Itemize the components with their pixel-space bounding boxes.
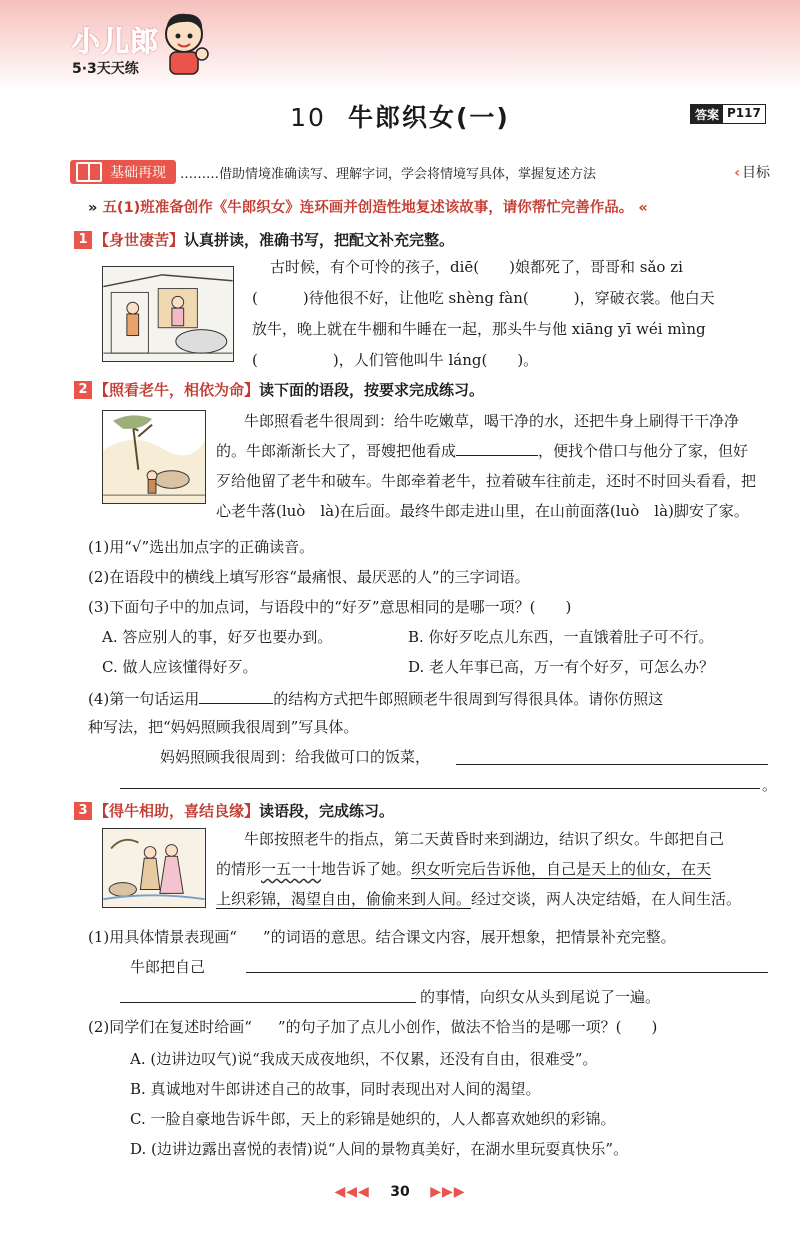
question-number: 1 bbox=[74, 231, 92, 249]
intro-right-mark: « bbox=[638, 200, 648, 216]
logo-title: 小儿郎 bbox=[72, 25, 160, 58]
structure-blank[interactable] bbox=[199, 688, 273, 704]
page-number: 30 bbox=[390, 1184, 410, 1200]
q2-sub-1: (1)用“√”选出加点字的正确读音。 bbox=[88, 538, 315, 556]
q3-sub-2a: (2)同学们在复述时给画“ bbox=[88, 1018, 252, 1036]
q1-line-4: ( )，人们管他叫牛 láng( )。 bbox=[252, 351, 539, 369]
wavy-sample bbox=[237, 928, 263, 946]
q2-sub-4a: (4)第一句话运用 bbox=[88, 690, 200, 708]
section-header bbox=[70, 160, 770, 184]
q3-para-line-2 bbox=[216, 854, 711, 884]
wavy-word: 一五一十 bbox=[261, 860, 322, 878]
q3-option-b[interactable]: B. 真诚地对牛郎讲述自己的故事，同时表现出对人间的渴望。 bbox=[130, 1080, 541, 1098]
target-arrow-icon: ‹ bbox=[734, 165, 740, 181]
q2-option-d[interactable]: D. 老人年事已高，万一有个好歹，可怎么办？ bbox=[408, 658, 715, 676]
q2-sub-3: (3)下面句子中的加点词，与语段中的“好歹”意思相同的是哪一项？( ) bbox=[88, 598, 572, 616]
answer-page: P117 bbox=[727, 106, 761, 120]
q3-option-c[interactable]: C. 一脸自豪地告诉牛郎，天上的彩锦是她织的，人人都喜欢她织的彩锦。 bbox=[130, 1110, 616, 1128]
sentence-period: 。 bbox=[762, 776, 778, 794]
intro-left-mark: » bbox=[88, 200, 98, 216]
answer-label: 答案 bbox=[691, 105, 723, 123]
question-1-header bbox=[74, 229, 454, 250]
underlined-sentence-part-1: 织女听完后告诉他，自己是天上的仙女，在天 bbox=[411, 860, 712, 878]
q2-sub-4d: 妈妈照顾我很周到：给我做可口的饭菜， bbox=[160, 748, 431, 766]
question-prompt: 读下面的语段，按要求完成练习。 bbox=[259, 381, 485, 399]
section-badge-label: 基础再现 bbox=[110, 165, 166, 181]
intro-line bbox=[88, 196, 648, 217]
writing-line-2[interactable] bbox=[120, 788, 760, 789]
writing-line-4[interactable] bbox=[120, 1002, 416, 1003]
question-number: 3 bbox=[74, 802, 92, 820]
q3-sub-2b: ”的句子加了点儿小创作，做法不恰当的是哪一项？( ) bbox=[277, 1018, 658, 1036]
question-2-header bbox=[74, 379, 484, 400]
q2-para-line-1: 牛郎照看老牛很周到：给牛吃嫩草，喝干净的水，还把牛身上刷得干干净净 bbox=[244, 412, 740, 430]
q3-sub-1c: 牛郎把自己 bbox=[130, 958, 206, 976]
question-number: 2 bbox=[74, 381, 92, 399]
q3-para-2c: 地告诉了她。 bbox=[321, 860, 412, 878]
q1-line-2: ( )待他很不好，让他吃 shèng fàn( )，穿破衣裳。他白天 bbox=[252, 289, 715, 307]
q3-sub-2 bbox=[88, 1016, 657, 1037]
intro-text: 五(1)班准备创作《牛郎织女》连环画并创造性地复述该故事，请你帮忙完善作品。 bbox=[102, 200, 634, 216]
illustration-ox-and-cart bbox=[102, 410, 206, 504]
q2-option-c[interactable]: C. 做人应该懂得好歹。 bbox=[102, 658, 258, 676]
q2-para-line-3: 歹给他留了老牛和破车。牛郎牵着老牛，拉着破车往前走，还时不时回头看看，把 bbox=[216, 472, 757, 490]
q2-sub-4 bbox=[88, 688, 663, 709]
q2-para-line-4: 心老牛落(luò là)在后面。最终牛郎走进山里，在山前面落(luò là)脚安了家。 bbox=[216, 502, 749, 520]
q2-para-line-2a: 的。牛郎渐渐长大了，哥嫂把他看成 bbox=[216, 442, 457, 460]
writing-line-1[interactable] bbox=[456, 764, 768, 765]
question-3-header bbox=[74, 800, 394, 821]
next-arrows-icon: ▶▶▶ bbox=[430, 1184, 466, 1200]
target-tag bbox=[734, 162, 770, 182]
q3-option-d[interactable]: D. (边讲边露出喜悦的表情)说“人间的景物真美好，在湖水里玩耍真快乐”。 bbox=[130, 1140, 629, 1158]
illustration-weaver-and-cowherd bbox=[102, 828, 206, 908]
underlined-sentence-part-2: 上织彩锦，渴望自由，偷偷来到人间。 bbox=[216, 890, 472, 908]
q3-sub-1 bbox=[88, 926, 676, 947]
q3-para-line-3 bbox=[216, 884, 741, 914]
q3-para-3b: 经过交谈，两人决定结婚，在人间生活。 bbox=[471, 890, 742, 908]
lesson-title bbox=[0, 98, 800, 134]
q2-option-a[interactable]: A. 答应别人的事，好歹也要办到。 bbox=[102, 628, 333, 646]
q3-para-2a: 的情形 bbox=[216, 860, 262, 878]
q3-sub-1a: (1)用具体情景表现画“ bbox=[88, 928, 237, 946]
lesson-number: 10 bbox=[290, 103, 326, 132]
q2-sub-2: (2)在语段中的横线上填写形容“最痛恨、最厌恶的人”的三字词语。 bbox=[88, 568, 530, 586]
book-icon bbox=[76, 162, 102, 182]
q2-sub-4c: 种写法，把“妈妈照顾我很周到”写具体。 bbox=[88, 718, 359, 736]
question-tag: 【身世凄苦】 bbox=[94, 231, 185, 249]
question-tag: 【照看老牛，相依为命】 bbox=[94, 381, 260, 399]
q3-sub-1b: ”的词语的意思。结合课文内容，展开想象，把情景补充完整。 bbox=[262, 928, 676, 946]
underline-sample bbox=[252, 1018, 278, 1036]
mascot-boy-icon bbox=[158, 8, 214, 78]
enemy-word-blank[interactable] bbox=[456, 440, 538, 456]
brand-logo bbox=[72, 20, 159, 78]
illustration-boy-sleeping bbox=[102, 266, 234, 362]
answer-reference bbox=[690, 104, 766, 124]
question-prompt: 认真拼读，准确书写，把配文补充完整。 bbox=[184, 231, 455, 249]
lesson-name: 牛郎织女(一) bbox=[347, 103, 510, 132]
q3-option-a[interactable]: A. (边讲边叹气)说“我成天成夜地织，不仅累，还没有自由，很难受”。 bbox=[130, 1050, 598, 1068]
q3-sub-1d: 的事情，向织女从头到尾说了一遍。 bbox=[420, 988, 661, 1006]
target-label: 目标 bbox=[742, 165, 770, 181]
writing-line-3[interactable] bbox=[246, 972, 768, 973]
question-tag: 【得牛相助，喜结良缘】 bbox=[94, 802, 260, 820]
q2-para-line-2 bbox=[216, 436, 748, 466]
section-description: ………借助情境准确读写、理解字词，学会将情境写具体，掌握复述方法 bbox=[180, 166, 597, 182]
q1-line-3: 放牛，晚上就在牛棚和牛睡在一起，那头牛与他 xiāng yī wéi mìng bbox=[252, 320, 706, 338]
question-prompt: 读语段，完成练习。 bbox=[259, 802, 395, 820]
q2-option-b[interactable]: B. 你好歹吃点儿东西，一直饿着肚子可不行。 bbox=[408, 628, 714, 646]
prev-arrows-icon: ◀◀◀ bbox=[334, 1184, 370, 1200]
logo-subtitle: 5·3天天练 bbox=[72, 61, 139, 77]
q1-line-1: 古时候，有个可怜的孩子，diē( )娘都死了，哥哥和 sǎo zi bbox=[270, 258, 683, 276]
section-badge bbox=[70, 160, 176, 184]
page-footer bbox=[0, 1184, 800, 1200]
q2-sub-4b: 的结构方式把牛郎照顾老牛很周到写得很具体。请你仿照这 bbox=[273, 690, 664, 708]
q3-para-line-1: 牛郎按照老牛的指点，第二天黄昏时来到湖边，结识了织女。牛郎把自己 bbox=[244, 830, 725, 848]
q2-para-line-2b: ，便找个借口与他分了家，但好 bbox=[538, 442, 749, 460]
